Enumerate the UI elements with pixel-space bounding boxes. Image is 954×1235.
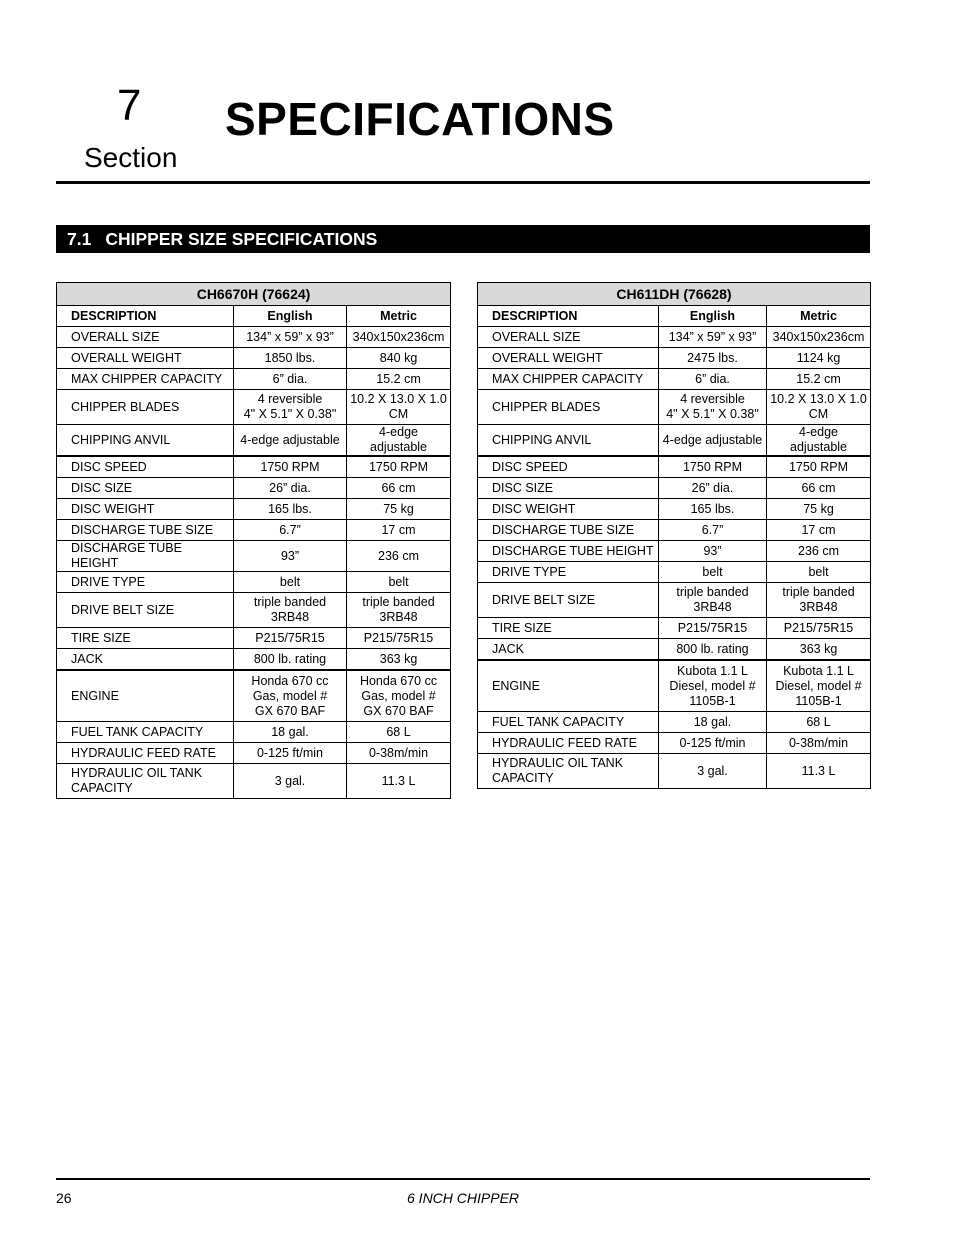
metric-value: 363 kg (347, 649, 451, 671)
table-row (478, 499, 871, 520)
row-description: JACK (57, 649, 234, 671)
row-description: MAX CHIPPER CAPACITY (478, 369, 659, 390)
english-value: 4-edge adjustable (659, 425, 767, 457)
english-value: 26” dia. (234, 478, 347, 499)
table-row (478, 660, 871, 712)
metric-value: Kubota 1.1 L Diesel, model # 1105B-1 (767, 660, 871, 712)
row-description: TIRE SIZE (478, 618, 659, 639)
title-divider (56, 181, 870, 184)
page-number: 26 (56, 1190, 72, 1206)
metric-value: 1124 kg (767, 348, 871, 369)
row-description: OVERALL WEIGHT (57, 348, 234, 369)
row-description: DRIVE BELT SIZE (478, 583, 659, 618)
table-row (478, 348, 871, 369)
metric-value: 11.3 L (347, 764, 451, 799)
row-description: DISC SIZE (478, 478, 659, 499)
metric-value: 4-edge adjustable (347, 425, 451, 457)
metric-value: 0-38m/min (347, 743, 451, 764)
metric-value: belt (767, 562, 871, 583)
row-description: CHIPPING ANVIL (478, 425, 659, 457)
table-row (478, 754, 871, 789)
row-description: OVERALL SIZE (478, 327, 659, 348)
metric-value: 236 cm (767, 541, 871, 562)
table-row (57, 722, 451, 743)
english-value: 800 lb. rating (659, 639, 767, 661)
row-description: DRIVE BELT SIZE (57, 593, 234, 628)
metric-value: belt (347, 572, 451, 593)
table-row (57, 348, 451, 369)
row-description: HYDRAULIC FEED RATE (57, 743, 234, 764)
metric-value: 15.2 cm (767, 369, 871, 390)
metric-value: Honda 670 cc Gas, model # GX 670 BAF (347, 670, 451, 722)
page-title: SPECIFICATIONS (225, 93, 615, 145)
english-value: belt (234, 572, 347, 593)
model-header: CH611DH (76628) (478, 283, 871, 306)
table-row (57, 541, 451, 572)
column-header-english: English (234, 306, 347, 327)
table-row (478, 456, 871, 478)
row-description: OVERALL SIZE (57, 327, 234, 348)
table-row (478, 520, 871, 541)
subsection-header (56, 225, 870, 253)
table-row (478, 541, 871, 562)
english-value: 134” x 59” x 93” (659, 327, 767, 348)
english-value: 3 gal. (659, 754, 767, 789)
english-value: 3 gal. (234, 764, 347, 799)
english-value: 1750 RPM (234, 456, 347, 478)
table-row (478, 425, 871, 457)
model-header: CH6670H (76624) (57, 283, 451, 306)
row-description: CHIPPING ANVIL (57, 425, 234, 457)
metric-value: 236 cm (347, 541, 451, 572)
row-description: OVERALL WEIGHT (478, 348, 659, 369)
metric-value: 11.3 L (767, 754, 871, 789)
row-description: TIRE SIZE (57, 628, 234, 649)
metric-value: 15.2 cm (347, 369, 451, 390)
english-value: 93” (659, 541, 767, 562)
subsection-title: CHIPPER SIZE SPECIFICATIONS (105, 229, 378, 249)
row-description: DISC SPEED (57, 456, 234, 478)
english-value: 165 lbs. (659, 499, 767, 520)
table-row (57, 649, 451, 671)
english-value: P215/75R15 (234, 628, 347, 649)
row-description: DISC WEIGHT (57, 499, 234, 520)
english-value: 2475 lbs. (659, 348, 767, 369)
table-row (57, 764, 451, 799)
english-value: 4 reversible 4" X 5.1" X 0.38" (659, 390, 767, 425)
row-description: FUEL TANK CAPACITY (57, 722, 234, 743)
metric-value: triple banded 3RB48 (347, 593, 451, 628)
metric-value: 10.2 X 13.0 X 1.0 CM (347, 390, 451, 425)
table-row (57, 670, 451, 722)
english-value: 1850 lbs. (234, 348, 347, 369)
table-row (478, 478, 871, 499)
metric-value: 840 kg (347, 348, 451, 369)
metric-value: P215/75R15 (347, 628, 451, 649)
metric-value: 66 cm (347, 478, 451, 499)
english-value: 93” (234, 541, 347, 572)
column-header-description: DESCRIPTION (478, 306, 659, 327)
metric-value: 68 L (767, 712, 871, 733)
column-header-english: English (659, 306, 767, 327)
section-number: 7 (117, 81, 142, 130)
english-value: triple banded 3RB48 (234, 593, 347, 628)
metric-value: 340x150x236cm (347, 327, 451, 348)
table-row (57, 456, 451, 478)
row-description: DISC SPEED (478, 456, 659, 478)
row-description: MAX CHIPPER CAPACITY (57, 369, 234, 390)
row-description: FUEL TANK CAPACITY (478, 712, 659, 733)
table-row (478, 639, 871, 661)
metric-value: triple banded 3RB48 (767, 583, 871, 618)
english-value: 0-125 ft/min (659, 733, 767, 754)
table-row (57, 743, 451, 764)
metric-value: 75 kg (767, 499, 871, 520)
english-value: 6.7” (659, 520, 767, 541)
english-value: 1750 RPM (659, 456, 767, 478)
english-value: 800 lb. rating (234, 649, 347, 671)
row-description: DRIVE TYPE (57, 572, 234, 593)
spec-table-ch611dh (477, 282, 871, 789)
metric-value: 17 cm (767, 520, 871, 541)
table-row (57, 572, 451, 593)
english-value: P215/75R15 (659, 618, 767, 639)
row-description: DISC WEIGHT (478, 499, 659, 520)
row-description: DISCHARGE TUBE SIZE (478, 520, 659, 541)
row-description: CHIPPER BLADES (478, 390, 659, 425)
metric-value: 10.2 X 13.0 X 1.0 CM (767, 390, 871, 425)
table-row (57, 390, 451, 425)
row-description: ENGINE (57, 670, 234, 722)
footer-divider (56, 1178, 870, 1180)
table-row (57, 478, 451, 499)
metric-value: 1750 RPM (347, 456, 451, 478)
table-row (57, 520, 451, 541)
english-value: 134” x 59” x 93” (234, 327, 347, 348)
row-description: DISC SIZE (57, 478, 234, 499)
row-description: DRIVE TYPE (478, 562, 659, 583)
metric-value: 0-38m/min (767, 733, 871, 754)
metric-value: 4-edge adjustable (767, 425, 871, 457)
metric-value: 75 kg (347, 499, 451, 520)
metric-value: 66 cm (767, 478, 871, 499)
english-value: Kubota 1.1 L Diesel, model # 1105B-1 (659, 660, 767, 712)
english-value: 6.7” (234, 520, 347, 541)
english-value: 165 lbs. (234, 499, 347, 520)
row-description: DISCHARGE TUBE SIZE (57, 520, 234, 541)
english-value: 4-edge adjustable (234, 425, 347, 457)
column-header-description: DESCRIPTION (57, 306, 234, 327)
english-value: 26” dia. (659, 478, 767, 499)
table-row (57, 499, 451, 520)
english-value: 6” dia. (659, 369, 767, 390)
english-value: belt (659, 562, 767, 583)
row-description: JACK (478, 639, 659, 661)
english-value: 18 gal. (234, 722, 347, 743)
row-description: HYDRAULIC FEED RATE (478, 733, 659, 754)
table-row (57, 327, 451, 348)
metric-value: P215/75R15 (767, 618, 871, 639)
row-description: HYDRAULIC OIL TANK CAPACITY (478, 754, 659, 789)
subsection-number: 7.1 (67, 229, 92, 249)
row-description: DISCHARGE TUBE HEIGHT (57, 541, 234, 572)
table-row (478, 369, 871, 390)
section-label: Section (84, 142, 178, 173)
metric-value: 340x150x236cm (767, 327, 871, 348)
table-row (478, 562, 871, 583)
row-description: CHIPPER BLADES (57, 390, 234, 425)
row-description: HYDRAULIC OIL TANK CAPACITY (57, 764, 234, 799)
english-value: 6” dia. (234, 369, 347, 390)
metric-value: 68 L (347, 722, 451, 743)
table-row (57, 628, 451, 649)
english-value: Honda 670 cc Gas, model # GX 670 BAF (234, 670, 347, 722)
table-row (57, 425, 451, 457)
document-name: 6 INCH CHIPPER (407, 1190, 520, 1206)
column-header-metric: Metric (347, 306, 451, 327)
metric-value: 1750 RPM (767, 456, 871, 478)
english-value: 4 reversible 4" X 5.1" X 0.38" (234, 390, 347, 425)
column-header-metric: Metric (767, 306, 871, 327)
table-row (478, 327, 871, 348)
table-row (478, 583, 871, 618)
english-value: 18 gal. (659, 712, 767, 733)
row-description: ENGINE (478, 660, 659, 712)
english-value: 0-125 ft/min (234, 743, 347, 764)
row-description: DISCHARGE TUBE HEIGHT (478, 541, 659, 562)
metric-value: 17 cm (347, 520, 451, 541)
table-row (478, 390, 871, 425)
metric-value: 363 kg (767, 639, 871, 661)
spec-table-ch6670h (56, 282, 451, 799)
table-row (57, 369, 451, 390)
table-row (478, 733, 871, 754)
table-row (478, 712, 871, 733)
table-row (57, 593, 451, 628)
table-row (478, 618, 871, 639)
english-value: triple banded 3RB48 (659, 583, 767, 618)
